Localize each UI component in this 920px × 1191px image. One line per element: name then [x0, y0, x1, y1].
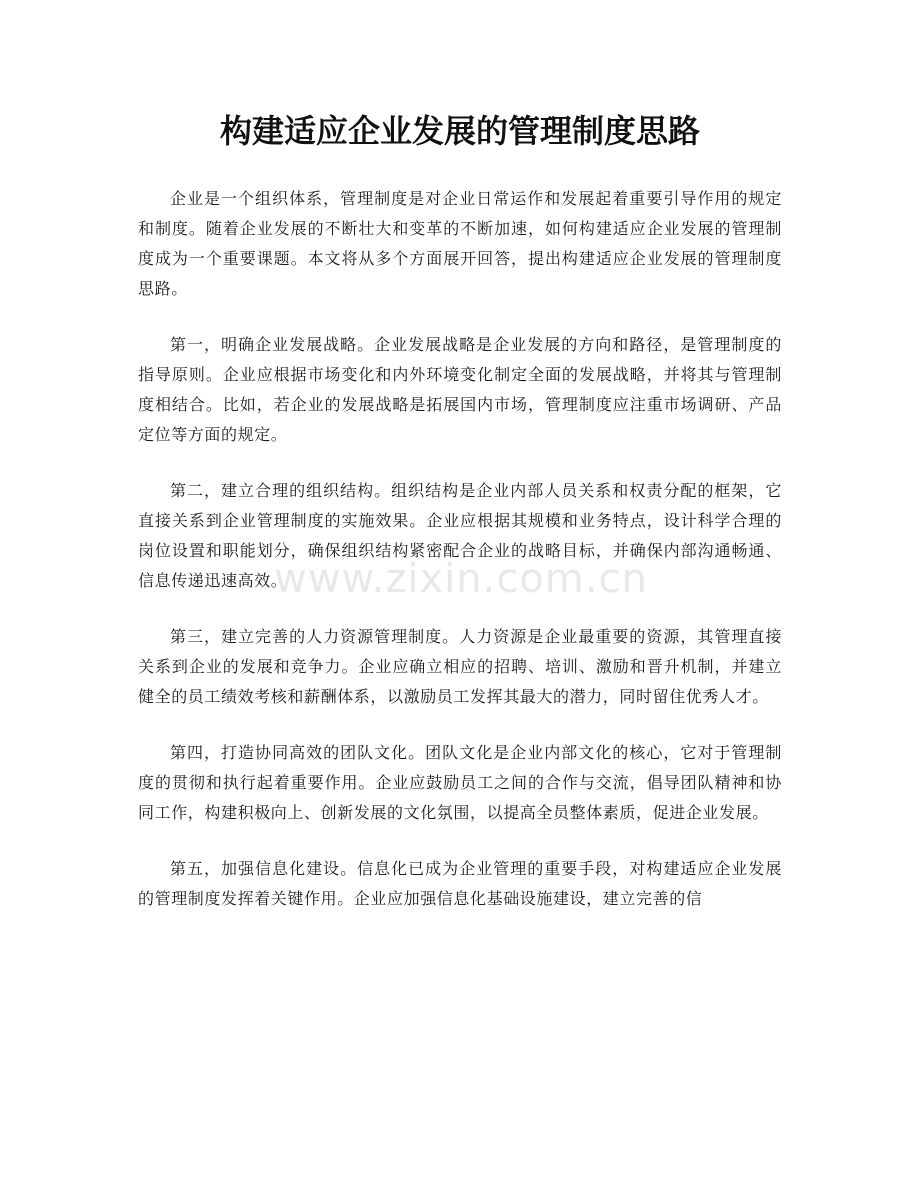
document-body: [138, 184, 782, 914]
document-title: 构建适应企业发展的管理制度思路: [219, 112, 700, 150]
watermark: www.zixin.com.cn: [274, 556, 648, 602]
paragraph-informatization: 第五，加强信息化建设。信息化已成为企业管理的重要手段，对构建适应企业发展的管理制度发挥着关键作用。企业应加强信息化基础设施建设，建立完善的信: [138, 859, 782, 908]
paragraph-intro: 企业是一个组织体系，管理制度是对企业日常运作和发展起着重要引导作用的规定和制度。随着企业发展的不断壮大和变革的不断加速，如何构建适应企业发展的管理制度成为一个重要课题。本文将从多个方面展开回答，提出构建适应企业发展的管理制度思路。: [138, 189, 782, 298]
paragraph-strategy: 第一，明确企业发展战略。企业发展战略是企业发展的方向和路径，是管理制度的指导原则。企业应根据市场变化和内外环境变化制定全面的发展战略，并将其与管理制度相结合。比如，若企业的发展战略是拓展国内市场，管理制度应注重市场调研、产品定位等方面的规定。: [138, 335, 782, 444]
paragraph-team-culture: 第四，打造协同高效的团队文化。团队文化是企业内部文化的核心，它对于管理制度的贯彻和执行起着重要作用。企业应鼓励员工之间的合作与交流，倡导团队精神和协同工作，构建积极向上、创新发展的文化氛围，以提高全员整体素质，促进企业发展。: [138, 743, 782, 822]
paragraph-organization: 第二，建立合理的组织结构。组织结构是企业内部人员关系和权责分配的框架，它直接关系到企业管理制度的实施效果。企业应根据其规模和业务特点，设计科学合理的岗位设置和职能划分，确保组织结构紧密配合企业的战略目标，并确保内部沟通畅通、信息传递迅速高效。: [138, 481, 782, 590]
paragraph-human-resources: 第三，建立完善的人力资源管理制度。人力资源是企业最重要的资源，其管理直接关系到企业的发展和竞争力。企业应确立相应的招聘、培训、激励和晋升机制，并建立健全的员工绩效考核和薪酬体系，以激励员工发挥其最大的潜力，同时留住优秀人才。: [138, 627, 782, 706]
